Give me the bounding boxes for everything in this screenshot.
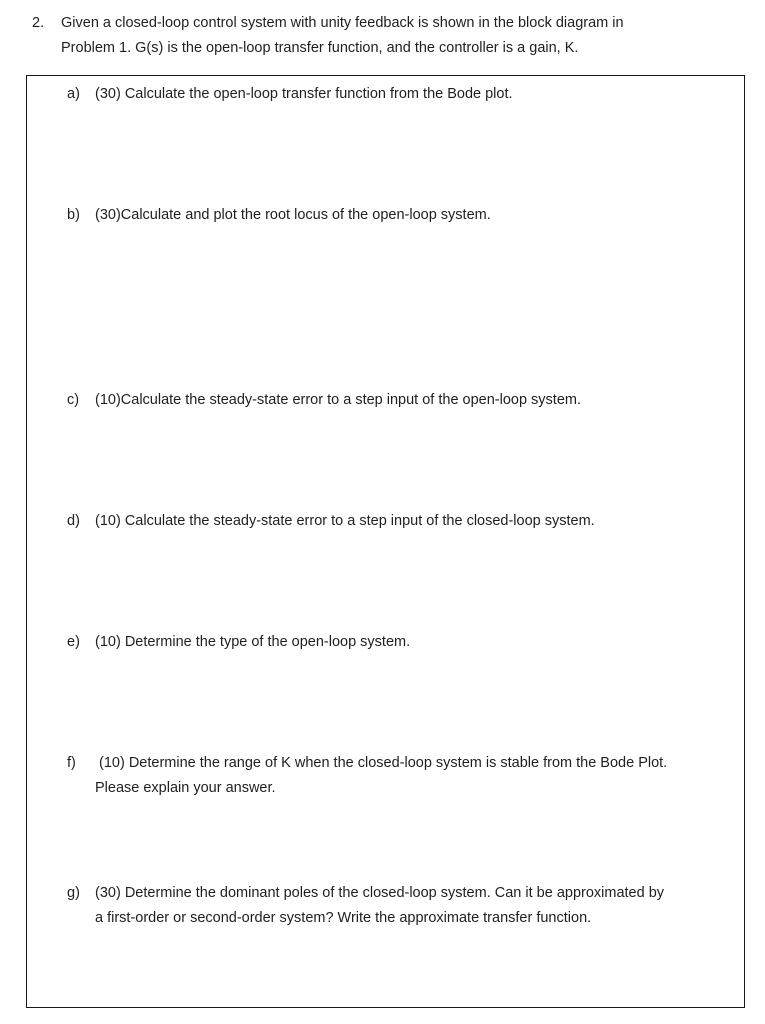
part-g-letter: g)	[67, 885, 80, 901]
part-a-text: (30) Calculate the open-loop transfer function from the Bode plot.	[95, 86, 513, 102]
part-b-text: (30)Calculate and plot the root locus of the open-loop system.	[95, 207, 491, 223]
part-d-letter: d)	[67, 513, 80, 529]
part-e-text: (10) Determine the type of the open-loop system.	[95, 634, 411, 650]
part-f-letter: f)	[67, 755, 76, 771]
question-text	[61, 11, 741, 61]
part-c-text: (10)Calculate the steady-state error to a step input of the open-loop system.	[95, 392, 582, 408]
part-a-letter: a)	[67, 86, 80, 102]
part-b-letter: b)	[67, 207, 80, 223]
part-f-text: (10) Determine the range of K when the closed-loop system is stable from the Bode Plot.	[99, 755, 668, 771]
part-g-continuation: a first-order or second-order system? Write the approximate transfer function.	[95, 910, 592, 926]
part-e-letter: e)	[67, 634, 80, 650]
part-c-letter: c)	[67, 392, 80, 408]
part-g-text: (30) Determine the dominant poles of the closed-loop system. Can it be approximated by	[95, 885, 665, 901]
part-f-continuation: Please explain your answer.	[95, 780, 276, 796]
question-number: 2.	[32, 15, 45, 31]
part-d-text: (10) Calculate the steady-state error to a step input of the closed-loop system.	[95, 513, 595, 529]
question-line-2: Problem 1. G(s) is the open-loop transfer function, and the controller is a gain, K.	[61, 40, 579, 56]
answer-box	[26, 75, 745, 1008]
question-line-1: Given a closed-loop control system with unity feedback is shown in the block diagram in	[61, 15, 624, 31]
